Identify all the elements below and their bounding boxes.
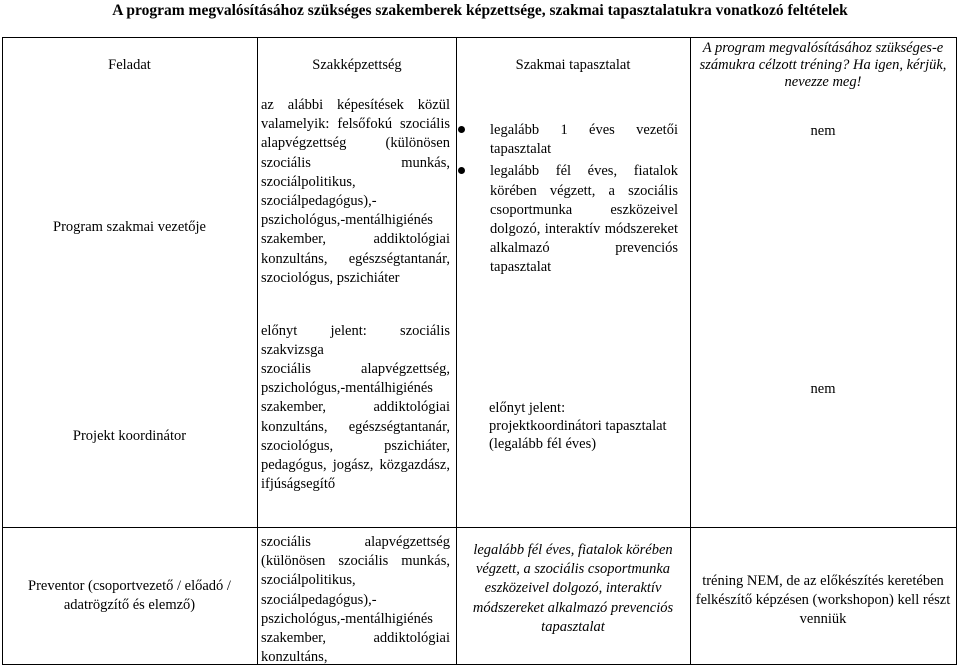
- header-feladat: Feladat: [108, 57, 151, 73]
- column-separator: [257, 37, 258, 665]
- column-separator: [456, 37, 457, 665]
- role-projekt-koordinator: Projekt koordinátor: [72, 428, 187, 444]
- table-border-left: [2, 37, 3, 665]
- requirements-table: [2, 37, 957, 665]
- bullet-icon: [458, 126, 465, 133]
- experience-bullet-text: legalább 1 éves vezetői tapasztalat: [490, 122, 678, 158]
- page-title: A program megvalósításához szükséges szakemberek képzettsége, szakmai tapasztalatukra vonatkozó feltételek: [112, 2, 848, 19]
- header-trening: A program megvalósításához szükséges-e számukra célzott tréning? Ha igen, kérjük, nevezze meg!: [699, 40, 947, 90]
- experience-bullet-text: legalább fél éves, fiatalok körében végzett, a szociális csoportmunka eszközeivel dolgozó, interaktív módszereket alkalmazó prevenciós tapasztalat: [490, 163, 678, 276]
- qualification-preventor: szociális alapvégzettség (különösen szociális munkás, szociálpolitikus, szociálpedagógus),-pszichológus,-mentálhigiénés szakember, addiktológiai konzultáns,: [261, 534, 450, 666]
- list-item: [458, 121, 678, 159]
- training-program-vezeto: nem: [810, 123, 836, 139]
- role-preventor: Preventor (csoportvezető / előadó / adatrögzítő és elemző): [28, 578, 231, 614]
- table-border-top: [2, 37, 957, 38]
- table-border-right: [956, 37, 957, 665]
- experience-program-vezeto: [490, 121, 678, 281]
- experience-koordinator: előnyt jelent: projektkoordinátori tapasztalat (legalább fél éves): [489, 400, 667, 452]
- header-szakkepzettseg: Szakképzettség: [312, 57, 402, 73]
- qualification-koordinator: szociális alapvégzettség, pszichológus,-mentálhigiénés szakember, addiktológiai konzultáns, egészségtantanár, szociológus, pszichiáter, pedagógus, jogász, közgazdász, ifjúságsegítő: [261, 361, 450, 493]
- experience-preventor: legalább fél éves, fiatalok körében végzett, a szociális csoportmunka eszközeivel dolgozó, interaktív módszereket alkalmazó prevenciós tapasztalat: [472, 542, 674, 635]
- row-separator: [2, 527, 957, 528]
- list-item: [458, 162, 678, 277]
- training-preventor: tréning NEM, de az előkészítés keretében felkészítő képzésen (workshopon) kell részt venniük: [695, 573, 951, 628]
- role-program-szakmai-vezetoje: Program szakmai vezetője: [53, 219, 206, 235]
- bullet-icon: [458, 167, 465, 174]
- qualification-koordinator-elony: előnyt jelent: szociális szakvizsga: [261, 323, 450, 359]
- training-koordinator: nem: [810, 381, 836, 397]
- qualification-program-vezeto: az alábbi képesítések közül valamelyik: felsőfokú szociális alapvégzettség (különösen szociális munkás, szociálpolitikus, szociálpedagógus),-pszichológus,-mentálhigiénés szakember, addiktológiai konzultáns, egészségtantanár, szociológus, pszichiáter: [261, 97, 450, 286]
- header-szakmai-tapasztalat: Szakmai tapasztalat: [515, 57, 631, 73]
